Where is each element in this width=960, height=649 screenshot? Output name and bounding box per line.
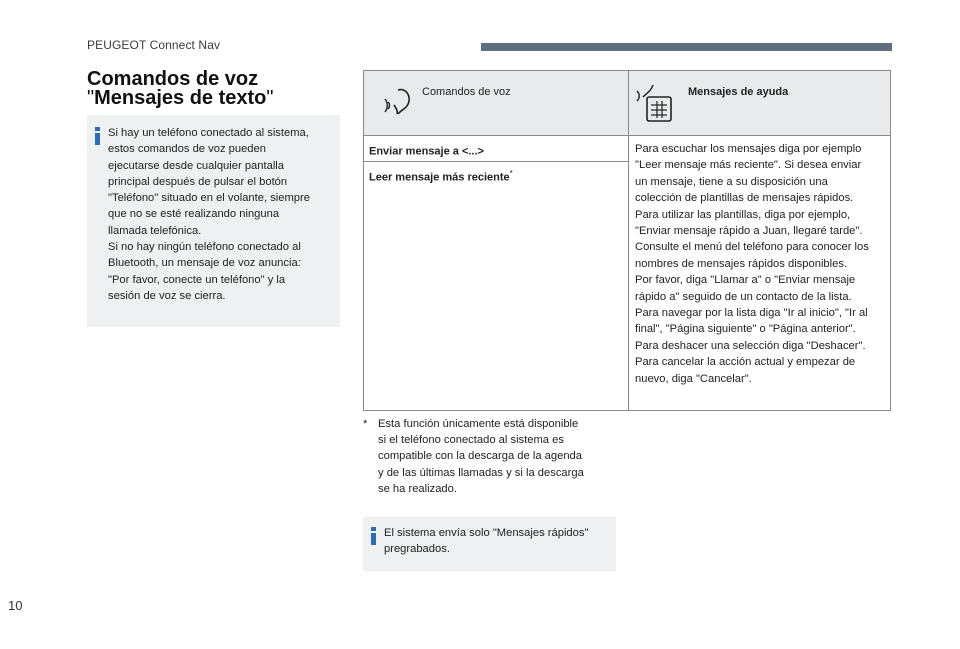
- section-title: [87, 70, 274, 108]
- quick-messages-note-box: [363, 517, 616, 571]
- section-title-line2-text: Mensajes de texto: [94, 87, 267, 109]
- page-number: 10: [8, 598, 23, 613]
- section-title-line2: [87, 89, 274, 108]
- row-divider: [364, 161, 628, 162]
- voice-commands-table: [363, 70, 891, 411]
- section-title-line1: Comandos de voz: [87, 68, 259, 90]
- command-label: Leer mensaje más reciente: [369, 171, 510, 184]
- column-divider: [628, 135, 629, 410]
- info-icon: [367, 527, 381, 545]
- running-header: PEUGEOT Connect Nav: [87, 38, 221, 52]
- open-quote: ": [87, 87, 95, 109]
- footnote-asterisk: *: [363, 418, 368, 430]
- voice-command-icon: [384, 81, 420, 121]
- command-read-latest: [369, 169, 513, 184]
- phone-note-text: Si hay un teléfono conectado al sistema, estos comandos de voz pueden ejecutarse desde cualquier pantalla principal después de pulsar el botón "Teléfono" situado en el volante, siempre que no se esté realizando ninguna llamada telefónica. Si no hay ningún teléfono conectado al Bluetooth, un mensaje de voz anuncia: "Por favor, conecte un teléfono" y la sesión de voz se cierra.: [108, 127, 310, 302]
- phone-note-box: [87, 115, 340, 327]
- table-header-help: [629, 71, 890, 135]
- help-messages-text: Para escuchar los mensajes diga por ejemplo "Leer mensaje más reciente". Si desea enviar un mensaje, tiene a su disposición una colección de plantillas de mensajes rápidos. Para utilizar las plantillas, diga por ejemplo, "Enviar mensaje rápido a Juan, llegaré tarde". Consulte el menú del teléfono para conocer los nombres de mensajes rápidos disponibles. Por favor, diga "Llamar a" o "Enviar mensaje rápido a" seguido de un contacto de la lista. Para navegar por la lista diga "Ir al inicio", "Ir al final", "Página siguiente" o "Página anterior". Para deshacer una selección diga "Deshacer". Para cancelar la acción actual y empezar de nuevo, diga "Cancelar".: [635, 143, 869, 385]
- quick-messages-note-text: El sistema envía solo "Mensajes rápidos" pregrabados.: [384, 527, 589, 556]
- command-label: Enviar mensaje a <...>: [369, 145, 484, 158]
- footnote-mark: *: [509, 169, 513, 178]
- help-message-icon: [635, 81, 675, 125]
- footnote-text: Esta función únicamente está disponible si el teléfono conectado al sistema es compatible con la descarga de la agenda y de las últimas llamadas y si la descarga se ha realizado.: [378, 418, 584, 495]
- close-quote: ": [266, 87, 274, 109]
- table-header-help-label: Mensajes de ayuda: [688, 86, 789, 98]
- table-header-commands: [364, 71, 629, 135]
- command-send-message: [369, 143, 484, 158]
- table-header-commands-label: Comandos de voz: [422, 86, 511, 98]
- header-divider: [364, 135, 890, 136]
- header-bar: [481, 43, 892, 51]
- info-icon: [91, 127, 105, 145]
